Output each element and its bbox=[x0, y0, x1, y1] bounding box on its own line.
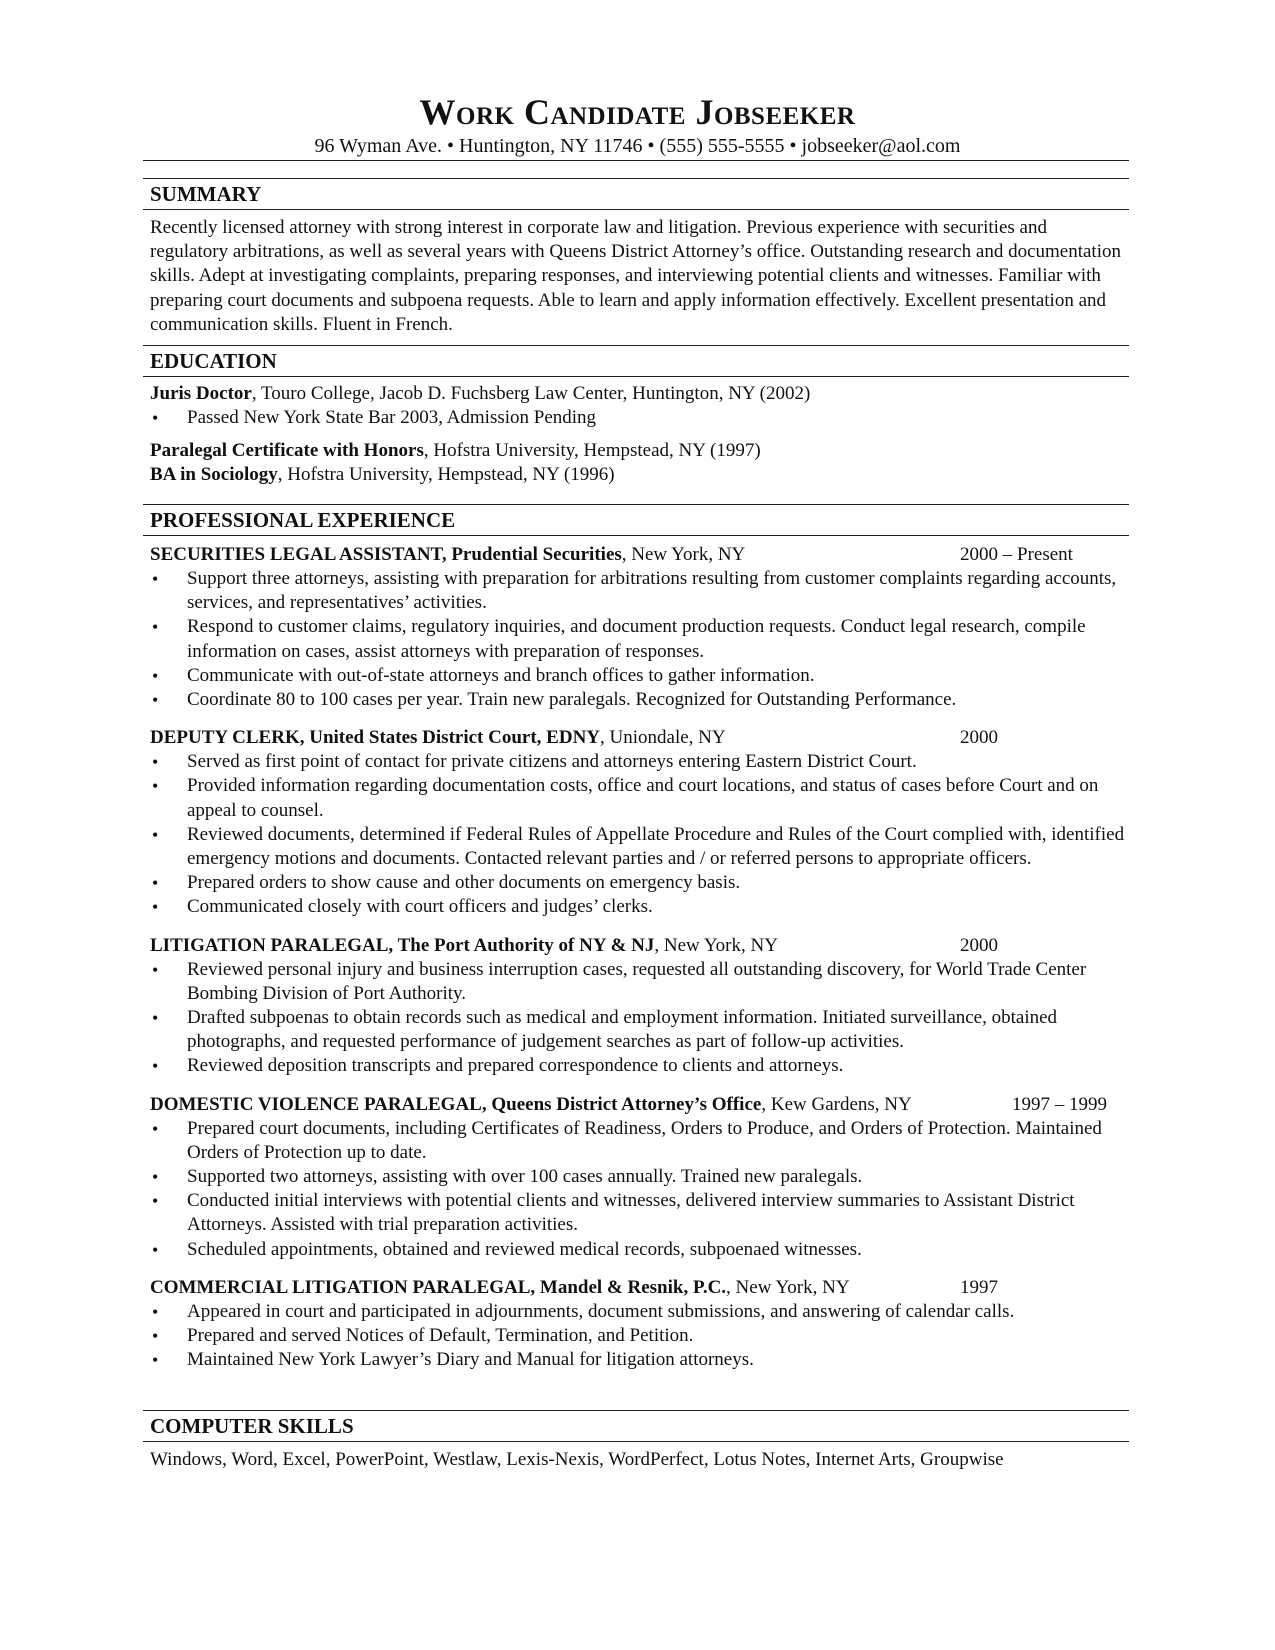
job-dates: 2000 bbox=[960, 727, 998, 749]
education-section bbox=[150, 345, 1130, 487]
job-dates: 2000 – Present bbox=[960, 544, 1073, 565]
summary-section bbox=[150, 178, 1130, 337]
job-title-line: SECURITIES LEGAL ASSISTANT, Prudential Securities, New York, NY 2000 – Present bbox=[150, 544, 1073, 565]
education-bullets bbox=[150, 406, 1130, 430]
list-item: • Communicated closely with court officers and judges’ clerks. bbox=[150, 895, 1125, 919]
list-item: • Coordinate 80 to 100 cases per year. Train new paralegals. Recognized for Outstanding Performance. bbox=[150, 688, 1125, 712]
list-item: • Communicate with out-of-state attorneys and branch offices to gather information. bbox=[150, 664, 1125, 688]
section-heading: EDUCATION bbox=[143, 345, 1129, 377]
education-entry: Paralegal Certificate with Honors, Hofstra University, Hempstead, NY (1997) bbox=[150, 440, 761, 462]
education-entry: BA in Sociology, Hofstra University, Hempstead, NY (1996) bbox=[150, 464, 615, 486]
list-item: • Conducted initial interviews with potential clients and witnesses, delivered interview summaries to Assistant District Attorneys. Assisted with trial preparation activities. bbox=[150, 1189, 1125, 1237]
header-divider bbox=[143, 160, 1129, 163]
job-bullets bbox=[150, 1117, 1130, 1262]
summary-text: Recently licensed attorney with strong interest in corporate law and litigation. Previous experience with securities and regulatory arbitrations, as well as several years with Queens District Attorney’s office. Outstanding research and documentation skills. Adept at investigating complaints, preparing responses, and interviewing potential clients and witnesses. Familiar with preparing court documents and subpoena requests. Able to learn and apply information effectively. Excellent presentation and communication skills. Fluent in French. bbox=[150, 217, 1121, 335]
section-heading: COMPUTER SKILLS bbox=[143, 1410, 1129, 1442]
list-item: • Provided information regarding documentation costs, office and court locations, and status of cases before Court and on appeal to counsel. bbox=[150, 774, 1125, 822]
section-heading: PROFESSIONAL EXPERIENCE bbox=[143, 504, 1129, 536]
list-item: • Scheduled appointments, obtained and reviewed medical records, subpoenaed witnesses. bbox=[150, 1238, 1125, 1262]
list-item: • Drafted subpoenas to obtain records such as medical and employment information. Initiated surveillance, obtained photographs, and requested performance of judgement searches as part of follow-up activities. bbox=[150, 1006, 1125, 1054]
job-entry bbox=[150, 1093, 1130, 1262]
job-dates: 1997 – 1999 bbox=[1012, 1093, 1107, 1115]
list-item: • Appeared in court and participated in adjournments, document submissions, and answering of calendar calls. bbox=[150, 1300, 1125, 1324]
job-entry bbox=[150, 543, 1130, 712]
candidate-name: Work Candidate Jobseeker bbox=[419, 92, 856, 132]
job-entry bbox=[150, 726, 1130, 919]
job-title-line: LITIGATION PARALEGAL, The Port Authority of NY & NJ, New York, NY 2000 bbox=[150, 934, 998, 956]
job-title-line: DOMESTIC VIOLENCE PARALEGAL, Queens District Attorney’s Office, Kew Gardens, NY 1997 – 1999 bbox=[150, 1093, 1107, 1115]
list-item: • Served as first point of contact for private citizens and attorneys entering Eastern District Court. bbox=[150, 750, 1125, 774]
job-title-line: DEPUTY CLERK, United States District Court, EDNY, Uniondale, NY 2000 bbox=[150, 727, 998, 749]
education-entry: Juris Doctor, Touro College, Jacob D. Fuchsberg Law Center, Huntington, NY (2002) bbox=[150, 383, 811, 404]
list-item: • Support three attorneys, assisting with preparation for arbitrations resulting from customer complaints regarding accounts, services, and representatives’ activities. bbox=[150, 567, 1125, 615]
job-bullets bbox=[150, 567, 1130, 712]
job-entry bbox=[150, 934, 1130, 1079]
list-item: • Prepared orders to show cause and other documents on emergency basis. bbox=[150, 871, 1125, 895]
list-item: • Prepared and served Notices of Default, Termination, and Petition. bbox=[150, 1324, 1125, 1348]
resume-header bbox=[0, 92, 1275, 158]
list-item: • Passed New York State Bar 2003, Admission Pending bbox=[150, 406, 1125, 430]
job-dates: 2000 bbox=[960, 934, 998, 956]
job-entry bbox=[150, 1276, 1130, 1373]
list-item: • Prepared court documents, including Certificates of Readiness, Orders to Produce, and Orders of Protection. Maintained Orders of Protection up to date. bbox=[150, 1117, 1125, 1165]
skills-section bbox=[150, 1410, 1130, 1472]
contact-line: 96 Wyman Ave. • Huntington, NY 11746 • (555) 555-5555 • jobseeker@aol.com bbox=[314, 135, 961, 157]
section-heading: SUMMARY bbox=[143, 178, 1129, 210]
skills-text: Windows, Word, Excel, PowerPoint, Westlaw, Lexis-Nexis, WordPerfect, Lotus Notes, Internet Arts, Groupwise bbox=[150, 1449, 1004, 1470]
list-item: • Reviewed personal injury and business interruption cases, requested all outstanding discovery, for World Trade Center Bombing Division of Port Authority. bbox=[150, 958, 1125, 1006]
job-bullets bbox=[150, 750, 1130, 919]
list-item: • Supported two attorneys, assisting with over 100 cases annually. Trained new paralegals. bbox=[150, 1165, 1125, 1189]
experience-section bbox=[150, 504, 1130, 1372]
list-item: • Respond to customer claims, regulatory inquiries, and document production requests. Conduct legal research, compile information on cases, assist attorneys with preparation of responses. bbox=[150, 615, 1125, 663]
list-item: • Maintained New York Lawyer’s Diary and Manual for litigation attorneys. bbox=[150, 1348, 1125, 1372]
list-item: • Reviewed deposition transcripts and prepared correspondence to clients and attorneys. bbox=[150, 1054, 1125, 1078]
job-bullets bbox=[150, 958, 1130, 1079]
job-bullets bbox=[150, 1300, 1130, 1373]
list-item: • Reviewed documents, determined if Federal Rules of Appellate Procedure and Rules of the Court complied with, identified emergency motions and documents. Contacted relevant parties and / or referred persons to appropriate officers. bbox=[150, 823, 1125, 871]
job-title-line: COMMERCIAL LITIGATION PARALEGAL, Mandel & Resnik, P.C., New York, NY 1997 bbox=[150, 1276, 998, 1298]
job-dates: 1997 bbox=[960, 1276, 998, 1298]
